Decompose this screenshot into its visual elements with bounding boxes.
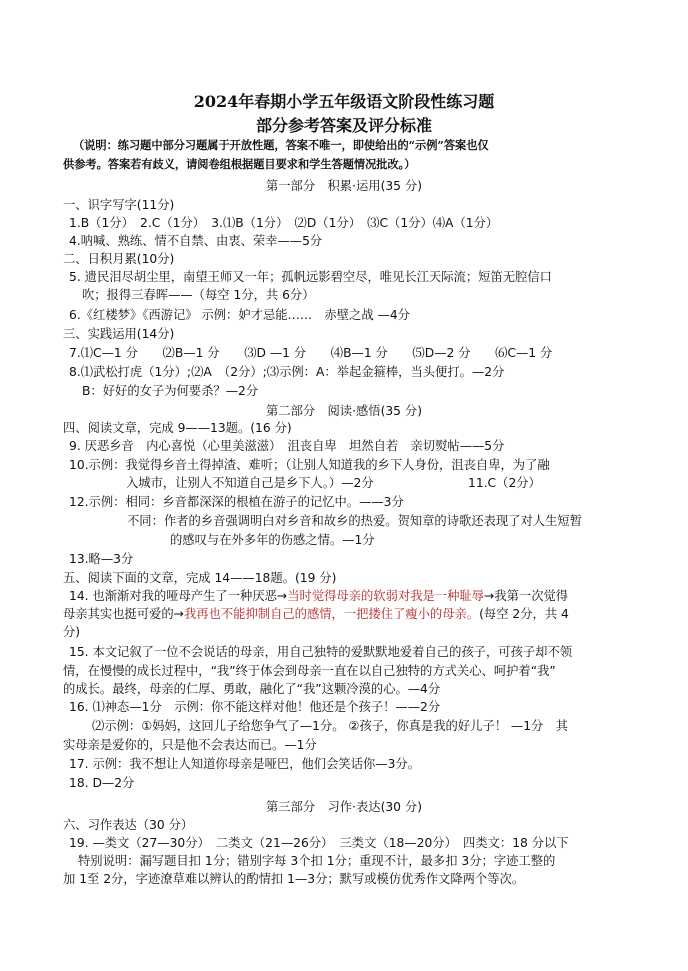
highlighted-answer: 我再也不能抑制自己的感情，一把搂住了瘦小的母亲。: [183, 607, 480, 621]
answer-line: 4.呐喊、熟练、情不自禁、由衷、荣幸——5分: [69, 234, 323, 248]
answer-line: 分): [63, 625, 81, 639]
section-heading: 二、日积月累(10分): [63, 252, 175, 266]
part-heading: 第三部分 习作·表达(30 分): [265, 800, 423, 814]
answer-line: 不同：作者的乡音强调明白对乡音和故乡的热爱。贺知章的诗歌还表现了对人生短暂: [127, 514, 582, 528]
answer-line: 12.示例：相同：乡音都深深的根植在游子的记忆中。——3分: [69, 495, 404, 509]
answer-line: 加 1至 2分，字迹潦草难以辨认的酌情扣 1—3分；默写或模仿优秀作文降两个等次。: [63, 872, 525, 886]
answer-text: →我第一次觉得: [484, 589, 569, 603]
answer-line: 7.⑴C—1 分 ⑵B—1 分 ⑶D —1 分 ⑷B—1 分 ⑸D—2 分 ⑹C—1 分: [69, 346, 553, 360]
instructions-note: [63, 136, 643, 174]
section-heading: 六、习作表达（30 分）: [63, 818, 194, 832]
answer-line: 8.⑴武松打虎（1分）;⑵A （2分）;⑶示例：A：举起金箍棒，当头便打。—2分: [69, 365, 505, 379]
answer-line: [63, 604, 569, 622]
answer-line: 1.B（1分） 2.C（1分） 3.⑴B（1分） ⑵D（1分） ⑶C（1分）⑷A（1分）: [69, 216, 499, 230]
answer-line: 入城市，让别人不知道自己是乡下人。）—2分: [126, 476, 374, 490]
answer-line: 9. 厌恶乡音 内心喜悦（心里美滋滋） 沮丧自卑 坦然自若 亲切熨帖——5分: [69, 439, 505, 453]
answer-text: (每空 2分，共 4: [479, 607, 569, 621]
answer-line: 5. 遗民泪尽胡尘里，南望王师又一年；孤帆远影碧空尽，唯见长江天际流；短笛无腔信口: [69, 270, 552, 284]
answer-line: 的感叹与在外多年的伤感之情。—1分: [170, 533, 375, 547]
note-line: 供参考。答案若有歧义，请阅卷组根据题目要求和学生答题情况批改。）: [63, 157, 416, 171]
section-heading: 三、实践运用(14分): [63, 327, 175, 341]
answer-line: 实母亲是爱你的，只是他不会表达而已。—1分: [63, 738, 317, 752]
answer-line: 情，在慢慢的成长过程中，“我”终于体会到母亲一直在以自己独特的方式关心、呵护着“我”: [63, 664, 556, 678]
answer-line: 15. 本文记叙了一位不会说话的母亲，用自己独特的爱默默地爱着自己的孩子，可孩子却不领: [69, 645, 573, 659]
answer-line: 特别说明：漏写题目扣 1分；错别字每 3个扣 1分；重现不计，最多扣 3分；字迹工整的: [78, 854, 556, 868]
section-heading: 五、阅读下面的文章，完成 14——18题。(19 分): [63, 571, 337, 585]
answer-line: B：好好的女子为何要杀？—2分: [82, 384, 259, 398]
answer-line: 6.《红楼梦》《西游记》 示例：妒才忌能…… 赤壁之战 —4分: [69, 308, 410, 322]
answer-line: 10.示例：我觉得乡音土得掉渣、难听；（让别人知道我的乡下人身份，沮丧自卑，为了融: [69, 458, 550, 472]
answer-text: 母亲其实也挺可爱的→: [63, 607, 184, 621]
section-heading: 一、识字写字(11分): [63, 198, 175, 212]
page-title: 2024年春期小学五年级语文阶段性练习题: [193, 92, 495, 111]
answer-line: ⑵示例：①妈妈，这回儿子给您争气了—1分。 ②孩子，你真是我的好儿子！ —1分 其: [92, 719, 568, 733]
answer-line: 的成长。最终，母亲的仁厚、勇敢，融化了“我”这颗冷漠的心。—4分: [63, 682, 441, 696]
part-heading: 第一部分 积累·运用(35 分): [265, 179, 423, 193]
note-line: （说明：练习题中部分习题属于开放性题，答案不唯一，即使给出的“示例”答案也仅: [73, 138, 489, 152]
highlighted-answer: 当时觉得母亲的软弱对我是一种耻辱: [287, 589, 484, 603]
answer-line: 19. —类文（27—30分） 二类文（21—26分） 三类文（18—20分） 四类文：18 分以下: [69, 836, 569, 850]
answer-line: 16. ⑴神态—1分 示例：你不能这样对他！他还是个孩子！——2分: [69, 700, 441, 714]
answer-line: 11.C（2分）: [468, 476, 541, 490]
answer-line: 17. 示例：我不想让人知道你母亲是哑巴，他们会笑话你—3分。: [69, 757, 421, 771]
answer-line: 13.略—3分: [69, 552, 134, 566]
section-heading: 四、阅读文章，完成 9——13题。(16 分): [63, 421, 292, 435]
answer-text: 14. 也渐渐对我的哑母产生了一种厌恶→: [69, 589, 288, 603]
answer-line: [69, 586, 568, 604]
answer-line: 吹；报得三春晖——（每空 1分，共 6分）: [82, 288, 315, 302]
part-heading: 第二部分 阅读·感悟(35 分): [265, 404, 423, 418]
answer-line: 18. D—2分: [69, 776, 135, 790]
page-subtitle: 部分参考答案及评分标准: [255, 116, 432, 135]
